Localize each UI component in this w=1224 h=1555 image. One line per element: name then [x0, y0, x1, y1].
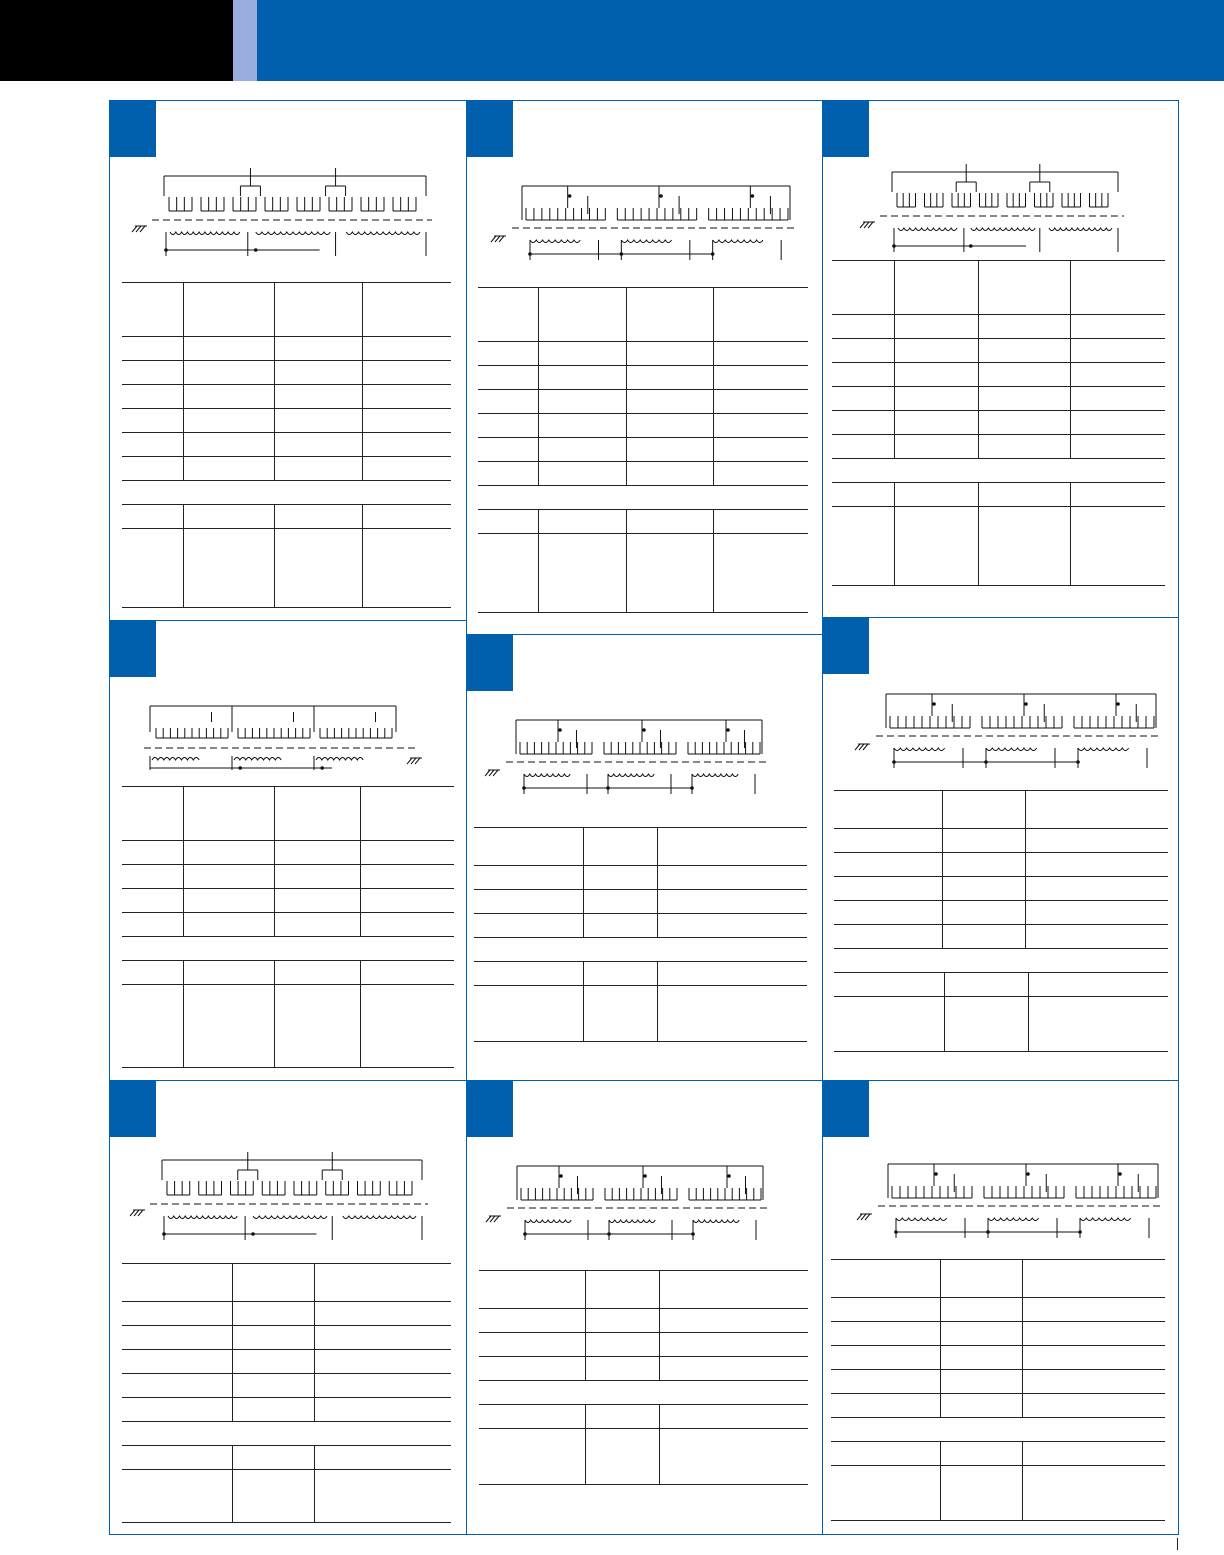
table-rule — [122, 1067, 454, 1068]
table-rule — [474, 865, 807, 866]
table-rule — [831, 1417, 1165, 1418]
table-column-rule — [183, 282, 184, 480]
table-rule — [122, 504, 451, 505]
table-column-rule — [657, 827, 658, 937]
page-marker — [1177, 1538, 1178, 1550]
table-rule — [122, 1469, 451, 1470]
table-column-rule — [274, 282, 275, 480]
table-rule — [122, 786, 454, 787]
table-rule — [478, 612, 808, 613]
table-rule — [832, 260, 1165, 261]
table-rule — [834, 948, 1168, 949]
table-rule — [479, 1270, 808, 1271]
table-rule — [834, 972, 1168, 973]
table-column-rule — [940, 1259, 941, 1417]
table-rule — [474, 913, 807, 914]
table-column-rule — [538, 287, 539, 485]
table-rule — [831, 1297, 1165, 1298]
table-column-rule — [583, 827, 584, 937]
table-rule — [122, 1325, 451, 1326]
table-column-rule — [583, 961, 584, 1041]
table-column-rule — [538, 509, 539, 612]
table-rule — [122, 984, 454, 985]
table-rule — [832, 506, 1165, 507]
table-column-rule — [585, 1270, 586, 1380]
table-column-rule — [232, 1263, 233, 1421]
table-rule — [122, 360, 451, 361]
table-column-rule — [1022, 1441, 1023, 1520]
table-rule — [474, 889, 807, 890]
table-column-rule — [713, 287, 714, 485]
table-rule — [832, 314, 1165, 315]
table-rule — [122, 936, 454, 937]
table-rule — [831, 1441, 1165, 1442]
table-rule — [832, 585, 1165, 586]
table-rule — [834, 924, 1168, 925]
table-rule — [832, 410, 1165, 411]
table-column-rule — [659, 1270, 660, 1380]
table-column-rule — [1070, 260, 1071, 458]
table-rule — [832, 458, 1165, 459]
table-rule — [474, 827, 807, 828]
table-rule — [832, 338, 1165, 339]
table-rule — [478, 485, 808, 486]
table-rule — [122, 1301, 451, 1302]
table-column-rule — [360, 960, 361, 1067]
table-rule — [834, 996, 1168, 997]
table-column-rule — [183, 504, 184, 607]
table-rule — [122, 528, 451, 529]
table-rule — [834, 900, 1168, 901]
table-rule — [478, 461, 808, 462]
table-rule — [478, 287, 808, 288]
table-column-rule — [1022, 1259, 1023, 1417]
table-column-rule — [659, 1404, 660, 1484]
table-column-rule — [274, 960, 275, 1067]
table-rule — [834, 790, 1168, 791]
table-rule — [122, 1522, 451, 1523]
table-rule — [122, 1349, 451, 1350]
table-rule — [831, 1321, 1165, 1322]
table-rule — [122, 1397, 451, 1398]
table-column-rule — [978, 482, 979, 585]
table-rule — [474, 937, 807, 938]
table-rule — [478, 413, 808, 414]
table-rule — [474, 961, 807, 962]
table-rule — [832, 482, 1165, 483]
table-rule — [478, 341, 808, 342]
table-rule — [474, 1041, 807, 1042]
table-column-rule — [978, 260, 979, 458]
table-rule — [831, 1345, 1165, 1346]
table-rule — [122, 408, 451, 409]
table-rule — [122, 1445, 451, 1446]
table-column-rule — [360, 786, 361, 936]
table-rule — [122, 480, 451, 481]
table-rule — [122, 888, 454, 889]
table-column-rule — [940, 1441, 941, 1520]
table-rule — [479, 1380, 808, 1381]
table-rule — [122, 840, 454, 841]
table-rule — [479, 1356, 808, 1357]
table-rule — [122, 1421, 451, 1422]
table-rule — [122, 912, 454, 913]
table-column-rule — [626, 287, 627, 485]
table-column-rule — [944, 972, 945, 1051]
table-rule — [832, 386, 1165, 387]
table-column-rule — [183, 960, 184, 1067]
table-rule — [122, 864, 454, 865]
table-column-rule — [585, 1404, 586, 1484]
table-column-rule — [713, 509, 714, 612]
table-rule — [122, 384, 451, 385]
table-rule — [478, 389, 808, 390]
table-column-rule — [232, 1445, 233, 1522]
table-rule — [479, 1484, 808, 1485]
table-rule — [122, 1263, 451, 1264]
table-rule — [834, 828, 1168, 829]
table-rule — [831, 1520, 1165, 1521]
table-column-rule — [362, 504, 363, 607]
table-rule — [834, 876, 1168, 877]
table-column-rule — [1070, 482, 1071, 585]
table-column-rule — [1028, 972, 1029, 1051]
table-rule — [479, 1404, 808, 1405]
table-rule — [122, 336, 451, 337]
table-rule — [122, 607, 451, 608]
table-rule — [834, 1051, 1168, 1052]
table-column-rule — [894, 482, 895, 585]
table-column-rule — [362, 282, 363, 480]
table-rule — [832, 434, 1165, 435]
table-rule — [122, 960, 454, 961]
table-rule — [478, 437, 808, 438]
table-column-rule — [626, 509, 627, 612]
table-rule — [479, 1332, 808, 1333]
table-rule — [479, 1308, 808, 1309]
table-column-rule — [942, 790, 943, 948]
table-rule — [478, 365, 808, 366]
table-rule — [122, 432, 451, 433]
table-rule — [479, 1428, 808, 1429]
table-rule — [831, 1465, 1165, 1466]
table-column-rule — [894, 260, 895, 458]
table-rule — [831, 1393, 1165, 1394]
table-rule — [834, 852, 1168, 853]
table-rule — [832, 362, 1165, 363]
table-rule — [474, 985, 807, 986]
table-rule — [478, 533, 808, 534]
table-column-rule — [274, 504, 275, 607]
table-rule — [122, 456, 451, 457]
table-column-rule — [657, 961, 658, 1041]
table-rule — [122, 1373, 451, 1374]
table-rule — [831, 1259, 1165, 1260]
table-column-rule — [314, 1445, 315, 1522]
table-rule — [122, 282, 451, 283]
table-column-rule — [274, 786, 275, 936]
table-column-rule — [1025, 790, 1026, 948]
table-column-rule — [314, 1263, 315, 1421]
table-column-rule — [183, 786, 184, 936]
table-rule — [478, 509, 808, 510]
table-rule — [831, 1369, 1165, 1370]
